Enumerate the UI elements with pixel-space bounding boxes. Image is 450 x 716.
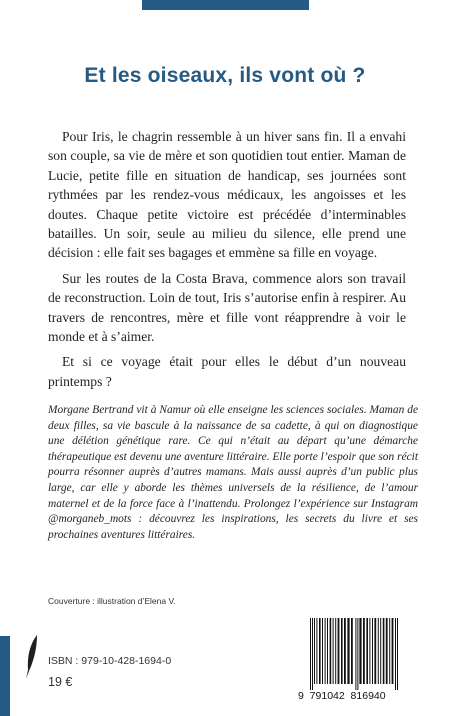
barcode-bar — [330, 618, 332, 684]
barcode-bar — [397, 618, 398, 690]
barcode-bar — [316, 618, 317, 684]
side-accent-bar — [0, 636, 10, 716]
isbn: ISBN : 979-10-428-1694-0 — [48, 655, 172, 667]
barcode-bar — [347, 618, 349, 684]
barcode-bar — [338, 618, 340, 684]
barcode-bar — [351, 618, 353, 684]
barcode-bar — [386, 618, 388, 684]
barcode-bar — [374, 618, 376, 684]
author-bio-text: Morgane Bertrand vit à Namur où elle enseigne les sciences sociales. Maman de deux filles, sa vie bascule à la naissance de sa cadette, à qui on diagnostique une délétion génétique rare. Ce qui n’était au départ qu’une démarche thérapeutique est devenu une aventure littéraire. Elle porte l’espoir que son récit pourra résonner auprès d’autres mamans. Mais aussi auprès d’un public plus large, car elle y aborde les thèmes universels de la résilience, de l’amour maternel et de la force face à l’inattendu. Prolongez l’expérience sur Instagram @morganeb_mots : découvrez les inspirations, les secrets du livre et ses prochaines aventures littéraires. — [48, 404, 418, 541]
barcode-bar — [355, 618, 356, 690]
barcode-bar — [366, 618, 368, 684]
barcode — [298, 618, 432, 692]
top-accent-bar — [142, 0, 309, 10]
barcode-bar — [327, 618, 328, 684]
barcode-bar — [395, 618, 396, 690]
price: 19 € — [48, 675, 73, 689]
barcode-bar — [314, 618, 315, 684]
barcode-bar — [333, 618, 334, 684]
barcode-bar — [325, 618, 326, 684]
synopsis-paragraph: Et si ce voyage était pour elles le début d’un nouveau printemps ? — [48, 354, 406, 389]
barcode-bar — [380, 618, 381, 684]
barcode-bar — [322, 618, 323, 684]
barcode-bar — [335, 618, 336, 684]
barcode-bar — [359, 618, 361, 684]
cover-credit: Couverture : illustration d’Elena V. — [48, 596, 176, 606]
barcode-bar — [389, 618, 390, 684]
barcode-bar — [392, 618, 394, 684]
barcode-bar — [372, 618, 373, 684]
barcode-bar — [344, 618, 346, 684]
barcode-bar — [363, 618, 365, 684]
synopsis-paragraph: Pour Iris, le chagrin ressemble à un hiver sans fin. Il a envahi son couple, sa vie de mère et son quotidien tout entier. Maman de Lucie, petite fille en situation de handicap, ses journées sont rythmées par les rendez-vous médicaux, les angoisses et les doutes. Chaque petite victoire est précédée d’interminables batailles. Un soir, seule au milieu du silence, elle prend une décision : elle fait ses bagages et emmène sa fille en voyage. — [48, 129, 406, 261]
synopsis — [48, 127, 406, 397]
barcode-bar — [310, 618, 311, 690]
barcode-bar — [383, 618, 385, 684]
barcode-bar — [357, 618, 358, 690]
barcode-bar — [312, 618, 313, 690]
barcode-bar — [341, 618, 343, 684]
barcode-bar — [378, 618, 379, 684]
barcode-digits: 9 791042 816940 — [298, 690, 386, 702]
book-title: Et les oiseaux, ils vont où ? — [84, 64, 366, 87]
barcode-bar — [319, 618, 321, 684]
barcode-bar — [369, 618, 370, 684]
synopsis-paragraph: Sur les routes de la Costa Brava, commence alors son travail de reconstruction. Loin de tout, Iris s’autorise enfin à respirer. Au travers de rencontres, mère et fille vont réapprendre à voir le monde et à s’aimer. — [48, 270, 406, 345]
feather-icon — [24, 634, 40, 680]
author-bio — [48, 403, 418, 543]
